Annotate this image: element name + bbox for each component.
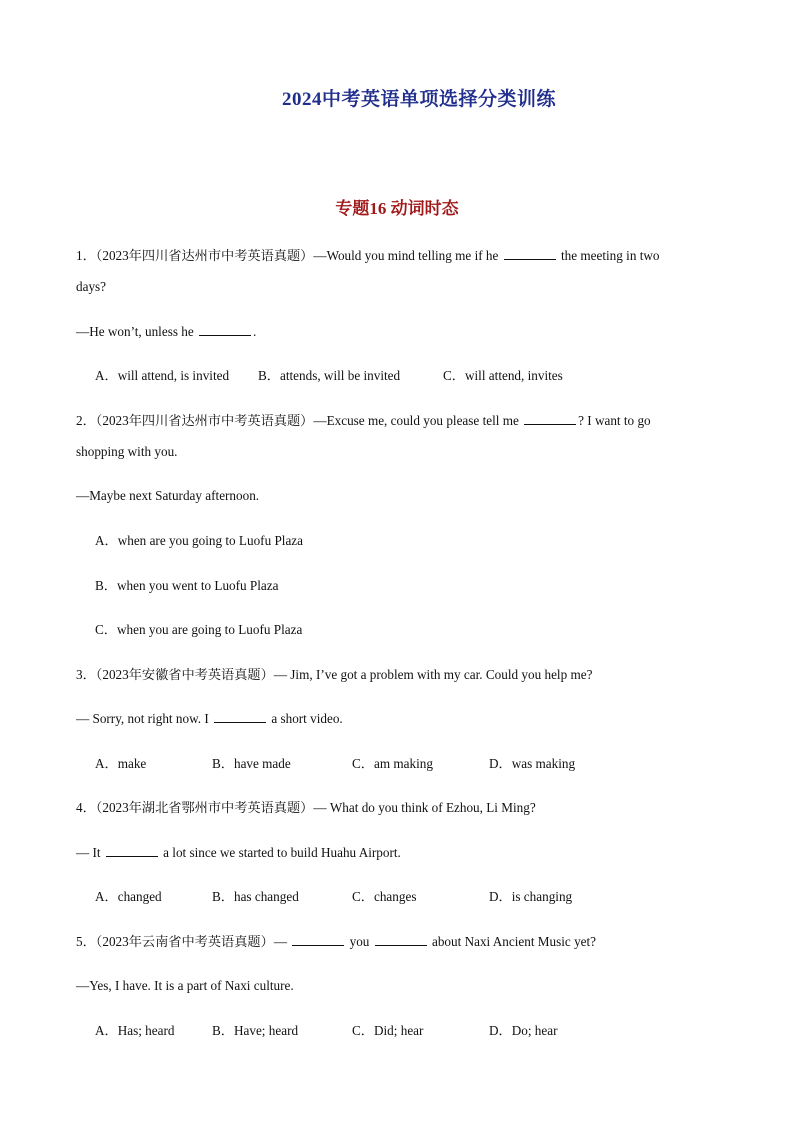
q1-blank-2 — [199, 324, 251, 336]
q1-option-c[interactable]: C．will attend, invites — [443, 368, 563, 383]
q2-option-a[interactable]: A．when are you going to Luofu Plaza — [95, 533, 304, 548]
q5-stem — [76, 934, 596, 950]
q3-prefix: 3．（2023年安徽省中考英语真题） — [76, 667, 274, 682]
q5-stem-a: — — [273, 934, 287, 949]
q4-option-b[interactable]: B．has changed — [212, 889, 299, 904]
q1-stem-b: the meeting in two — [560, 248, 660, 263]
q4-option-a[interactable]: A．changed — [95, 889, 162, 904]
q1-answer-b: . — [253, 324, 257, 339]
q5-blank-1 — [292, 934, 344, 946]
q4-option-d[interactable]: D．is changing — [489, 889, 573, 904]
q3-option-a[interactable]: A．make — [95, 756, 147, 771]
q3-option-c[interactable]: C．am making — [352, 756, 433, 771]
q5-stem-c: about Naxi Ancient Music yet? — [431, 934, 597, 949]
q3-stem-text: — Jim, I’ve got a problem with my car. Could you help me? — [273, 667, 593, 682]
q5-option-d[interactable]: D．Do; hear — [489, 1023, 558, 1038]
q1-stem-continued: days? — [76, 279, 107, 294]
q4-blank — [106, 845, 158, 857]
q5-option-b[interactable]: B．Have; heard — [212, 1023, 299, 1038]
q2-prefix: 2．（2023年四川省达州市中考英语真题） — [76, 413, 314, 428]
q5-prefix: 5．（2023年云南省中考英语真题） — [76, 934, 274, 949]
q5-blank-2 — [375, 934, 427, 946]
q2-option-b[interactable]: B．when you went to Luofu Plaza — [95, 578, 279, 593]
q4-stem — [76, 800, 536, 816]
q4-stem-text: — What do you think of Ezhou, Li Ming? — [313, 800, 536, 815]
q2-stem-a: —Excuse me, could you please tell me — [313, 413, 519, 428]
q2-stem — [76, 413, 651, 429]
q1-stem — [76, 248, 660, 264]
topic-title: 专题16 动词时态 — [335, 199, 459, 218]
q1-answer — [76, 324, 256, 340]
q1-prefix: 1．（2023年四川省达州市中考英语真题） — [76, 248, 314, 263]
q3-answer-a: — Sorry, not right now. I — [76, 711, 209, 726]
q5-stem-b: you — [349, 934, 370, 949]
q4-option-c[interactable]: C．changes — [352, 889, 417, 904]
q5-answer: —Yes, I have. It is a part of Naxi culture. — [76, 978, 294, 993]
q3-stem — [76, 667, 592, 683]
q3-answer-b: a short video. — [271, 711, 343, 726]
q2-stem-continued: shopping with you. — [76, 444, 178, 459]
q1-stem-a: —Would you mind telling me if he — [313, 248, 499, 263]
q3-option-d[interactable]: D．was making — [489, 756, 576, 771]
q2-stem-b: ? I want to go — [578, 413, 651, 428]
q1-blank-1 — [504, 248, 556, 260]
q1-option-a[interactable]: A．will attend, is invited — [95, 368, 230, 383]
q2-option-c[interactable]: C．when you are going to Luofu Plaza — [95, 622, 303, 637]
q2-blank — [524, 413, 576, 425]
q4-answer — [76, 845, 401, 861]
q4-answer-a: — It — [76, 845, 101, 860]
q3-blank — [214, 711, 266, 723]
q5-option-a[interactable]: A．Has; heard — [95, 1023, 175, 1038]
q1-answer-a: —He won’t, unless he — [76, 324, 194, 339]
q3-answer — [76, 711, 343, 727]
q1-option-b[interactable]: B．attends, will be invited — [258, 368, 401, 383]
q4-prefix: 4．（2023年湖北省鄂州市中考英语真题） — [76, 800, 314, 815]
q4-answer-b: a lot since we started to build Huahu Airport. — [163, 845, 401, 860]
q5-option-c[interactable]: C．Did; hear — [352, 1023, 424, 1038]
q3-option-b[interactable]: B．have made — [212, 756, 291, 771]
q2-answer: —Maybe next Saturday afternoon. — [76, 488, 260, 503]
document-title: 2024中考英语单项选择分类训练 — [281, 89, 556, 110]
